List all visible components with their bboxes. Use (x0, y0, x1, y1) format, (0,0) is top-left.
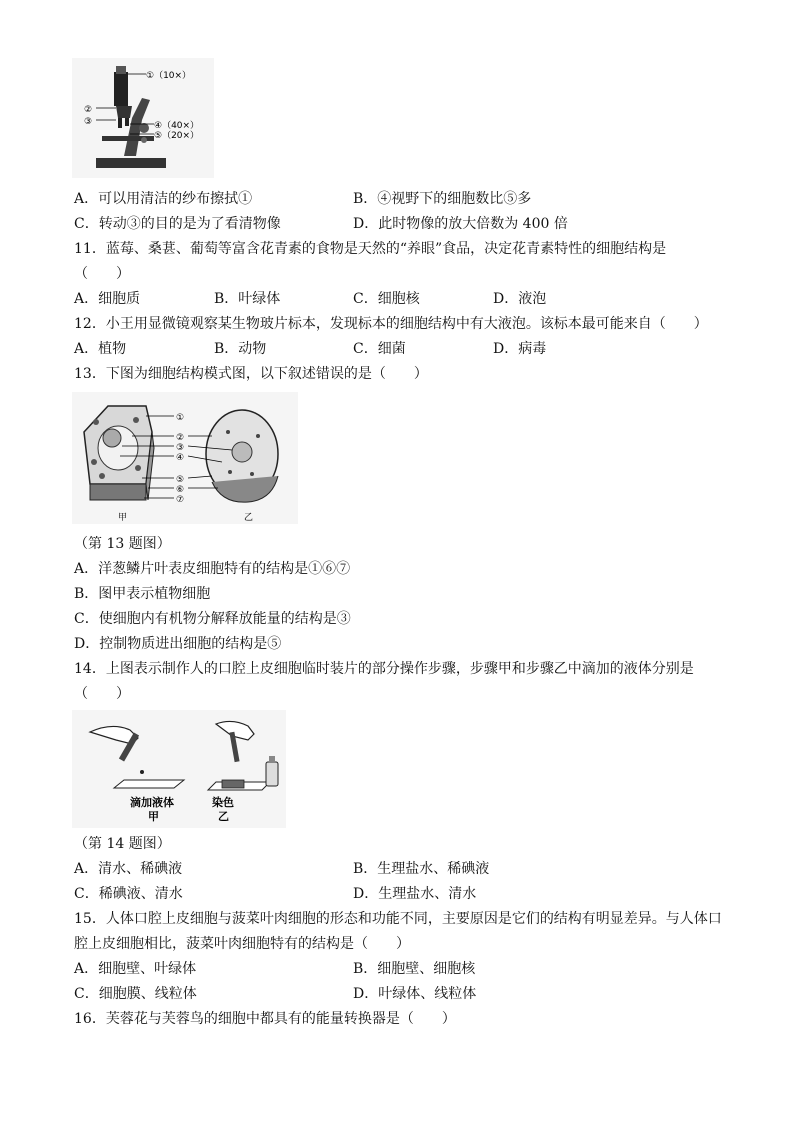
q11-option-a: A．细胞质 (74, 291, 141, 307)
q11-option-b: B．叶绿体 (214, 291, 281, 307)
q10-option-d: D．此时物像的放大倍数为 400 倍 (353, 216, 568, 232)
q13-option-c: C．使细胞内有机物分解释放能量的结构是③ (74, 611, 351, 627)
step2-label: 染色 (212, 796, 234, 809)
cell-structure-figure (72, 392, 298, 524)
q13-stem: 13．下图为细胞结构模式图，以下叙述错误的是（ ） (74, 366, 428, 382)
q14-stem: 14．上图表示制作人的口腔上皮细胞临时装片的部分操作步骤，步骤甲和步骤乙中滴加的液体分别是 (74, 661, 694, 677)
q14-caption: （第 14 题图） (74, 836, 171, 852)
q15-stem-line1: 15．人体口腔上皮细胞与菠菜叶肉细胞的形态和功能不同，主要原因是它们的结构有明显差异。与人体口 (74, 911, 722, 927)
step1-label: 滴加液体 (130, 796, 174, 809)
q11-option-d: D．液泡 (493, 291, 547, 307)
q13-option-b: B．图甲表示植物细胞 (74, 586, 211, 602)
microscope-figure (72, 58, 214, 178)
q13-option-d: D．控制物质进出细胞的结构是⑤ (74, 636, 282, 652)
label-obj40: ④（40×） (154, 121, 200, 131)
q14-option-c: C．稀碘液、清水 (74, 886, 183, 902)
q13-option-a: A．洋葱鳞片叶表皮细胞特有的结构是①⑥⑦ (74, 561, 351, 577)
q12-stem: 12．小王用显微镜观察某生物玻片标本，发现标本的细胞结构中有大液泡。该标本最可能来自（ ） (74, 316, 708, 332)
q12-option-d: D．病毒 (493, 341, 547, 357)
q16-stem: 16．芙蓉花与芙蓉鸟的细胞中都具有的能量转换器是（ ） (74, 1011, 456, 1027)
step2-sub: 乙 (218, 810, 229, 823)
q15-option-a: A．细胞壁、叶绿体 (74, 961, 197, 977)
cell-label-5: ⑤ (176, 475, 185, 485)
cell-label-2: ② (176, 433, 185, 443)
cell-label-jia: 甲 (118, 513, 128, 523)
label-eyepiece: ①（10×） (146, 71, 192, 81)
q14-option-a: A．清水、稀碘液 (74, 861, 183, 877)
q15-option-d: D．叶绿体、线粒体 (353, 986, 477, 1002)
q15-option-b: B．细胞壁、细胞核 (353, 961, 476, 977)
q12-option-c: C．细菌 (353, 341, 406, 357)
cell-label-4: ④ (176, 453, 185, 463)
cell-label-1: ① (176, 413, 185, 423)
q10-option-c: C．转动③的目的是为了看清物像 (74, 216, 281, 232)
q14-option-b: B．生理盐水、稀碘液 (353, 861, 490, 877)
q11-option-c: C．细胞核 (353, 291, 420, 307)
label-coarse: ② (84, 105, 93, 115)
q11-stem: 11．蓝莓、桑葚、葡萄等富含花青素的食物是天然的“养眼”食品，决定花青素特性的细胞结构是 (74, 241, 667, 257)
q15-option-c: C．细胞膜、线粒体 (74, 986, 197, 1002)
cell-label-7: ⑦ (176, 495, 185, 505)
q12-option-b: B．动物 (214, 341, 267, 357)
q13-caption: （第 13 题图） (74, 536, 171, 552)
q10-option-b: B．④视野下的细胞数比⑤多 (353, 191, 532, 207)
cell-label-6: ⑥ (176, 485, 185, 495)
slide-prep-figure (72, 710, 286, 828)
q15-stem-line2: 腔上皮细胞相比，菠菜叶肉细胞特有的结构是（ ） (74, 936, 410, 952)
step1-sub: 甲 (148, 810, 159, 823)
q12-option-a: A．植物 (74, 341, 127, 357)
q11-blank: （ ） (74, 266, 130, 282)
q10-option-a: A．可以用清洁的纱布擦拭① (74, 191, 253, 207)
cell-label-yi: 乙 (244, 513, 254, 523)
q14-option-d: D．生理盐水、清水 (353, 886, 477, 902)
cell-label-3: ③ (176, 443, 185, 453)
label-fine: ③ (84, 117, 93, 127)
q14-blank: （ ） (74, 686, 130, 702)
label-obj20: ⑤（20×） (154, 131, 200, 141)
